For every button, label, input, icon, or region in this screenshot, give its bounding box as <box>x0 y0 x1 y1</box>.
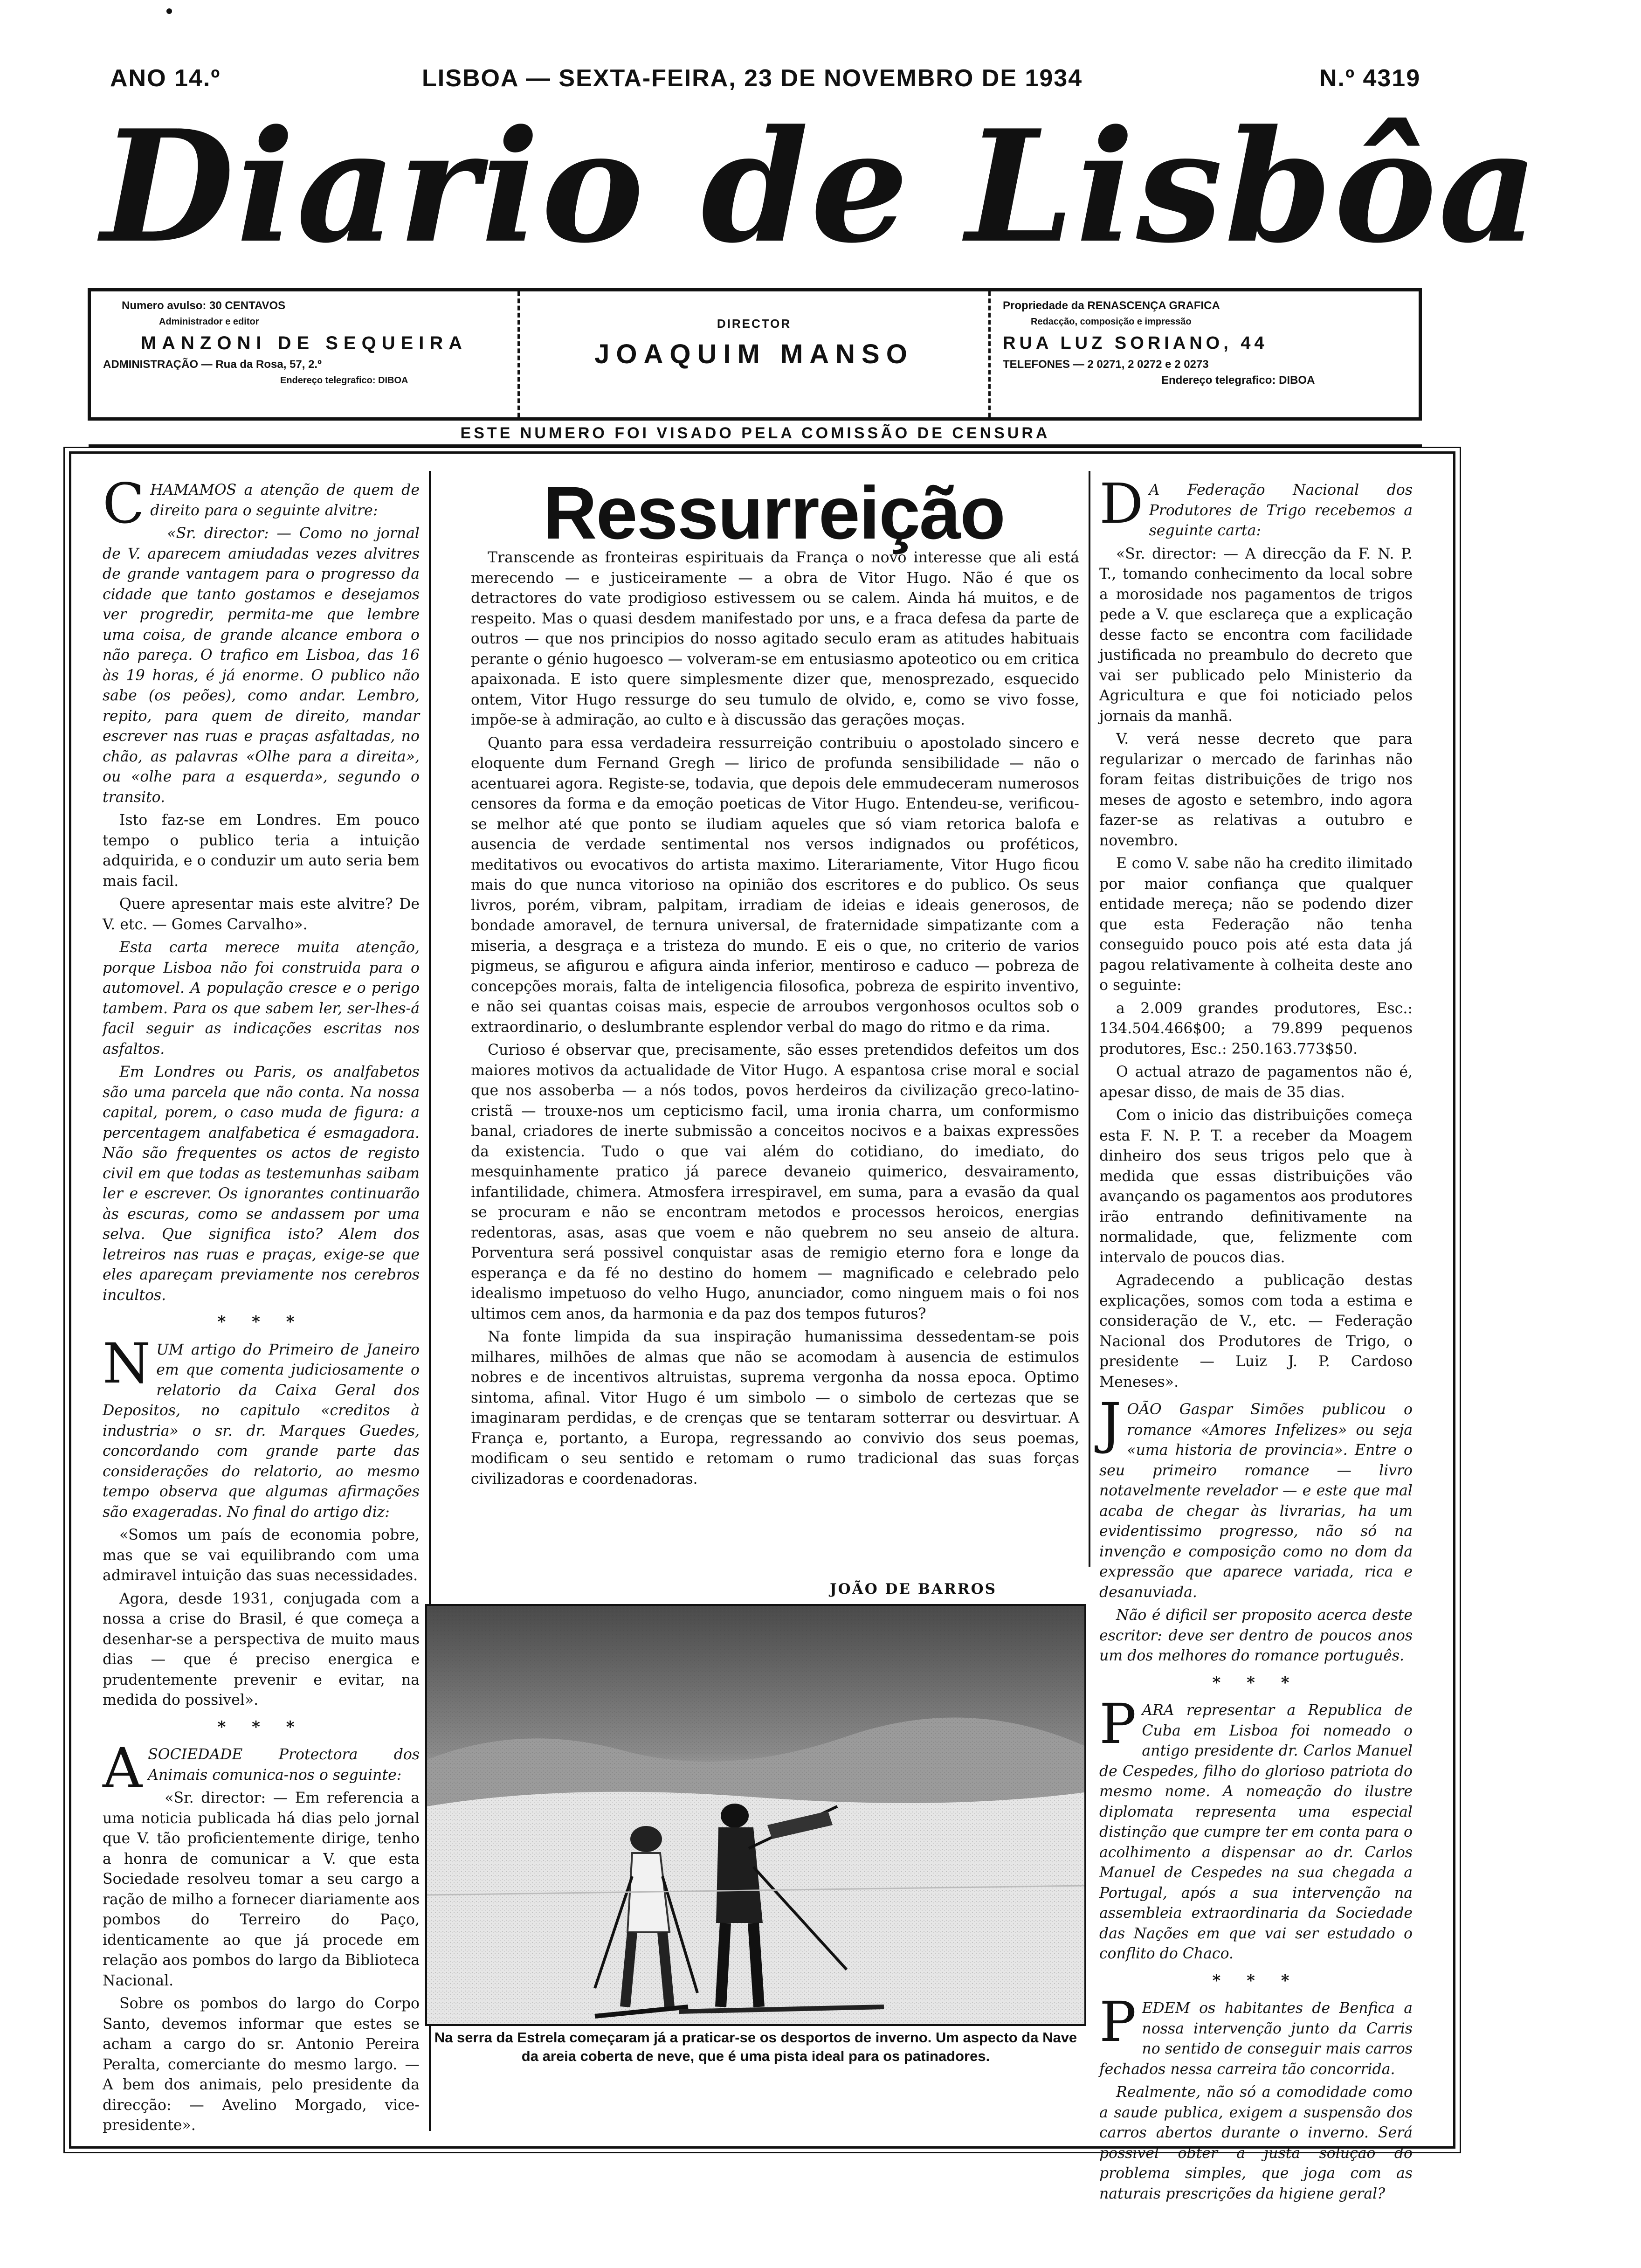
column-rule-right <box>1089 471 1090 1567</box>
drop-cap: J <box>1099 1391 1122 1455</box>
info-box-middle <box>520 291 991 417</box>
admin-name: MANZONI DE SEQUEIRA <box>140 333 468 353</box>
admin-address: ADMINISTRAÇÃO — Rua da Rosa, 57, 2.º <box>103 358 322 371</box>
drop-cap: N <box>103 1331 151 1396</box>
article-romance-more: Não é dificil ser proposito acerca deste escritor: deve ser dentro de poucos anos um dos melhores do romance português. <box>1099 1607 1413 1664</box>
skiing-photo <box>427 1606 1084 2024</box>
article-signature: JOÃO DE BARROS <box>830 1581 997 1597</box>
article-paragraph: Transcende as fronteiras espirituais da França o novo interesse que ali está merecendo — e justiceiramente — a obra de Vitor Hugo. Não é que os detractores do vate prodigioso estivessem ou se calem. Ainda há muitos, e de respeito. Mas o quasi desdem manifestado por uns, e a fraca defesa da parte de outros — que nos principios do nosso agitado seculo eram as atitudes habituais perante o génio hugoesco — volveram-se em entusiasmo apoteotico ou em critica apaixonada. E isto quere simplesmente dizer que, menosprezado, esquecido ontem, Vitor Hugo ressurge do seu tumulo de olvido, e, como se vivo fosse, impõe-se à admiração, ao culto e à discussão das gerações moças. <box>471 549 1079 728</box>
article-trigo-letter: Com o inicio das distribuições começa esta F. N. P. T. a receber da Moagem dinheiro dos seus trigos pelo que à medida que essas distribuições vão avançando os pagamentos aos produtores irão entrando definitivamente na normalidade, que, felizmente com intervalo de poucos dias. <box>1099 1107 1413 1266</box>
owner: Propriedade da RENASCENÇA GRAFICA <box>1003 299 1220 312</box>
director-name: JOAQUIM MANSO <box>594 339 914 369</box>
article-trigo-letter: Agradecendo a publicação destas explicações, somos com toda a estima e consideração de V., etc. — Federação Nacional dos Produtores de Trigo, o presidente — Luiz J. P. Cardoso Meneses». <box>1099 1272 1413 1390</box>
article-trigo-letter: a 2.009 grandes produtores, Esc.: 134.504.466$00; a 79.899 pequenos produtores, Esc.: 250.163.773$50. <box>1099 1000 1413 1058</box>
photo-caption: Na serra da Estrela começaram já a praticar-se os desportos de inverno. Um aspecto da Nave da areia coberta de neve, que é uma pista ideal para os patinadores. <box>434 2029 1077 2064</box>
telegraph-right: Endereço telegrafico: DIBOA <box>1161 374 1315 387</box>
article-trigo-letter: «Sr. director: — A direcção da F. N. P. T., tomando conhecimento da local sobre a morosidade nos pagamentos de trigos pede a V. que esclareça que a explicação desse facto se encontra com facilidade justificada no preambulo do decreto que vai ser publicado pelo Ministerio da Agricultura e que foi noticiado pelos jornais da manhã. <box>1099 545 1413 725</box>
admin-label: Administrador e editor <box>159 317 259 327</box>
left-column <box>103 471 420 2140</box>
price: Numero avulso: 30 CENTAVOS <box>122 299 286 312</box>
article-benfica: PEDEM os habitantes de Benfica a nossa intervenção junto da Carris no sentido de conseguir mais carros fechados nessa carreira tão concorrida. <box>1099 1990 1413 2078</box>
article-animals-intro: ASOCIEDADE Protectora dos Animais comunica-nos o seguinte: <box>103 1736 420 1800</box>
article-romance: JOÃO Gaspar Simões publicou o romance «Amores Infelizes» ou seja «uma historia de provincia». Entre o seu primeiro romance — livro notavelmente revelador — e este que mal acaba de chegar às livrarias, ha um evidentissimo progresso, não só na invenção e composição como no dom da expressão que aparece variada, rica e desanuviada. <box>1099 1391 1413 1601</box>
article-cuba: PARA representar a Republica de Cuba em Lisboa foi nomeado o antigo presidente dr. Carlos Manuel de Cespedes, filho do glorioso patriota do mesmo nome. A nomeação do ilustre diplomata representa uma especial distinção que cumpre ter em conta para o acolhimento a dispensar ao dr. Carlos Manuel de Cespedes na sua chegada a Portugal, após a sua intervenção na assembleia extraordinaria da Sociedade das Nações em que vai ser estudado o conflito do Chaco. <box>1099 1692 1413 1962</box>
article-trigo-letter: O actual atrazo de pagamentos não é, apesar disso, de mais de 35 dias. <box>1099 1064 1413 1101</box>
article-traffic-letter: Quere apresentar mais este alvitre? De V. etc. — Gomes Carvalho». <box>103 896 420 933</box>
article-trigo-intro: D A Federação Nacional dos Produtores de Trigo recebemos a seguinte carta: <box>1099 471 1413 539</box>
scan-speck <box>166 8 172 14</box>
headline: Ressurreição <box>543 471 1005 554</box>
article-paragraph: Na fonte limpida da sua inspiração humanissima dessedentam-se pois milhares, milhões de almas que não se acomodam à ausencia de estimulos nobres e de incentivos altruistas, suprema vergonha da nossa epoca. Optimo sintoma, afinal. Vitor Hugo é um simbolo — o simbolo de certezas que se imaginaram perdidas, e de crenças que se tentaram sotterrar ou desvirtuar. A França e, portanto, a Europa, regressando ao convivio dos seus poemas, modificam o seu sentido e retomam o rumo tradicional das suas forças civilizadoras e coordenadoras. <box>471 1328 1079 1487</box>
redaction-label: Redacção, composição e impressão <box>1031 317 1192 327</box>
section-stars: * * * <box>217 1313 305 1331</box>
article-caixa-quote: Agora, desde 1931, conjugada com a nossa a crise do Brasil, é que começa a desenhar-se a perspectiva de muito maus dias — que é preciso energica e prudentemente prevenir e evitar, na medida do possivel». <box>103 1590 420 1708</box>
article-traffic-comment: Esta carta merece muita atenção, porque Lisboa não foi construida para o automovel. A população cresce e o perigo tambem. Para os que sabem ler, ser-lhes-á facil seguir as indicações escritas nos asfaltos. <box>103 939 420 1058</box>
article-traffic-intro: CHAMAMOS a atenção de quem de direito para o seguinte alvitre: <box>103 471 420 536</box>
article-trigo-letter: V. verá nesse decreto que para regularizar o mercado de farinhas não foram feitas distribuições de trigo nos meses de agosto e setembro, indo agora fazer-se as relativas a outubro e novembro. <box>1099 731 1413 849</box>
article-animals-letter: «Sr. director: — Em referencia a uma noticia publicada há dias pelo jornal que V. tão proficientemente dirige, tenho a honra de comunicar a V. que esta Sociedade resolveu tomar a seu cargo a ração de milho a fornecer diariamente aos pombos do Terreiro do Paço, identicamente ao que já procede em relação aos pombos do largo da Biblioteca Nacional. <box>103 1790 420 1989</box>
info-box-left <box>91 291 520 417</box>
article-paragraph: Curioso é observar que, precisamente, são esses pretendidos defeitos um dos maiores motivos da actualidade de Vitor Hugo. A espantosa crise moral e social que nos assoberba — a nós todos, povos herdeiros da civilização greco-latino-cristã — trouxe-nos um cepticismo facil, uma ironia charra, um conformismo banal, criadores de inerte submissão a conceitos nocivos e a baixas expressões da existencia. Tudo o que vai além do cotidiano, do imediato, do mesquinhamente pratico já parece devaneio quimerico, desvairamento, infantilidade, chimera. Atmosfera irrespiravel, em suma, para a evasão da qual se procuram e não se encontram metodos e processos heroicos, energias redentoras, asas, asas que voem e não quebrem no seu anseio de altura. Porventura será possivel conquistar asas de remigio eterno fora e longe da esperança e da fé no destino do homem — magnificado e celebrado pelo idealismo impetuoso do velho Hugo, anunciador, como ninguem mais o foi nos ultimos cem anos, da harmonia e da paz dos tempos futuros? <box>471 1042 1079 1322</box>
section-stars: * * * <box>1212 1673 1300 1692</box>
article-benfica-more: Realmente, não só a comodidade como a saude publica, exigem a suspensão dos carros abertos durante o inverno. Será possivel obter a justa solução do problema simples, que joga com as naturais prescrições da higiene geral? <box>1099 2084 1413 2202</box>
center-article <box>471 548 1079 1599</box>
drop-cap: P <box>1099 1990 1137 2054</box>
redaction-address: RUA LUZ SORIANO, 44 <box>1003 333 1268 353</box>
article-traffic-comment: Em Londres ou Paris, os analfabetos são uma parcela que não conta. Na nossa capital, porem, o caso muda de figura: a percentagem analfabetica é esmagadora. Não são frequentes os actos de registo civil em que todas as testemunhas saibam ler e escrever. Os ignorantes continuarão às escuras, como se andassem por uma selva. Que significa isto? Alem dos letreiros nas ruas e praças, exige-se que eles apareçam previamente nos cerebros incultos. <box>103 1064 420 1304</box>
telegraph-left: Endereço telegrafico: DIBOA <box>280 375 408 386</box>
masthead-title: Diario de Lisbôa <box>101 96 1540 277</box>
article-trigo-letter: E como V. sabe não ha credito ilimitado por maior confiança que qualquer entidade mereça; não se podendo dizer que esta Federação não tenha conseguido pouco pois até esta data já pagou relativamente à colheita deste ano o seguinte: <box>1099 855 1413 994</box>
article-traffic-letter: «Sr. director: — Como no jornal de V. aparecem amiudadas vezes alvitres de grande vantagem para o progresso da cidade que tanto gostamos e desejamos ver progredir, permita-me que lembre uma coisa, de grande alcance embora o não pareça. O trafico em Lisboa, das 16 às 19 horas, é já enorme. O publico não sabe (os peões), como andar. Lembro, repito, para quem de direito, mandar escrever nas ruas e praças asfaltadas, no chão, as palavras «Olhe para a direita», ou «olhe para a esquerda», segundo o transito. <box>103 525 420 806</box>
article-caixa-quote: «Somos um país de economia pobre, mas que se vai equilibrando com uma admiravel intuição das suas necessidades. <box>103 1527 420 1584</box>
censorship-note: ESTE NUMERO FOI VISADO PELA COMISSÃO DE CENSURA <box>89 424 1422 447</box>
right-column <box>1099 471 1413 2202</box>
article-traffic-letter: Isto faz-se em Londres. Em pouco tempo o publico teria a intuição adquirida, e o conduzir um auto seria bem mais facil. <box>103 812 420 890</box>
photo <box>425 1604 1086 2026</box>
director-label: DIRECTOR <box>717 317 792 331</box>
info-box-right <box>991 291 1425 417</box>
info-box <box>88 288 1422 421</box>
drop-cap: P <box>1099 1692 1137 1756</box>
date-line: LISBOA — SEXTA-FEIRA, 23 DE NOVEMBRO DE 1934 <box>422 65 1083 92</box>
article-animals-letter: Sobre os pombos do largo do Corpo Santo, devemos informar que estes se acham a cargo do sr. Antonio Pereira Peralta, comerciante do mesmo largo. — A bem dos animais, pelo presidente da direcção: — Avelino Morgado, vice-presidente». <box>103 1995 420 2134</box>
section-stars: * * * <box>217 1717 305 1736</box>
phones: TELEFONES — 2 0271, 2 0272 e 2 0273 <box>1003 358 1209 371</box>
drop-cap: A <box>103 1736 143 1800</box>
drop-cap: C <box>103 471 145 536</box>
article-caixa-intro: NUM artigo do Primeiro de Janeiro em que comenta judiciosamente o relatorio da Caixa Geral dos Depositos, no capitulo «creditos à industria» o sr. dr. Marques Guedes, concordando com grande parte das considerações do relatorio, ao mesmo tempo observa que algumas afirmações são exageradas. No final do artigo diz: <box>103 1331 420 1521</box>
section-stars: * * * <box>1212 1971 1300 1990</box>
drop-cap: D <box>1099 471 1144 536</box>
year-label: ANO 14.º <box>110 65 221 92</box>
article-paragraph: Quanto para essa verdadeira ressurreição contribuiu o apostolado sincero e eloquente dum Fernand Gregh — lirico de profunda sensibilidade — não o acentuarei agora. Registe-se, todavia, que depois dele emmudeceram numerosos censores da forma e da emoção poeticas de Vitor Hugo. Entendeu-se, verificou-se melhor até que ponto se iludiam aqueles que só viam retorica balofa e ausencia de verdade sentimental nos versos indignados ou proféticos, meditativos ou evocativos do artista maximo. Literariamente, Vitor Hugo ficou mais do que nunca vitorioso na opinião dos escritores e do publico. Os seus livros, porém, vibram, palpitam, irradiam de ideias e ideais generosos, de bondade amoravel, de ternura universal, de fraternidade simpatizante com a miseria, a desgraça e a tristeza do mundo. E eis o que, no criterio de varios pigmeus, se afigurou e afigura ainda inferior, mentiroso e caduco — pobreza de concepções morais, falta de inteligencia filosofica, pobreza de espirito inventivo, e não sei quantas coisas mais, especie de arroubos vergonhosos ocultos sob o extraordinario, o deslumbrante esplendor verbal do mago do ritmo e da rima. <box>471 734 1079 1036</box>
issue-number: N.º 4319 <box>1319 65 1421 92</box>
